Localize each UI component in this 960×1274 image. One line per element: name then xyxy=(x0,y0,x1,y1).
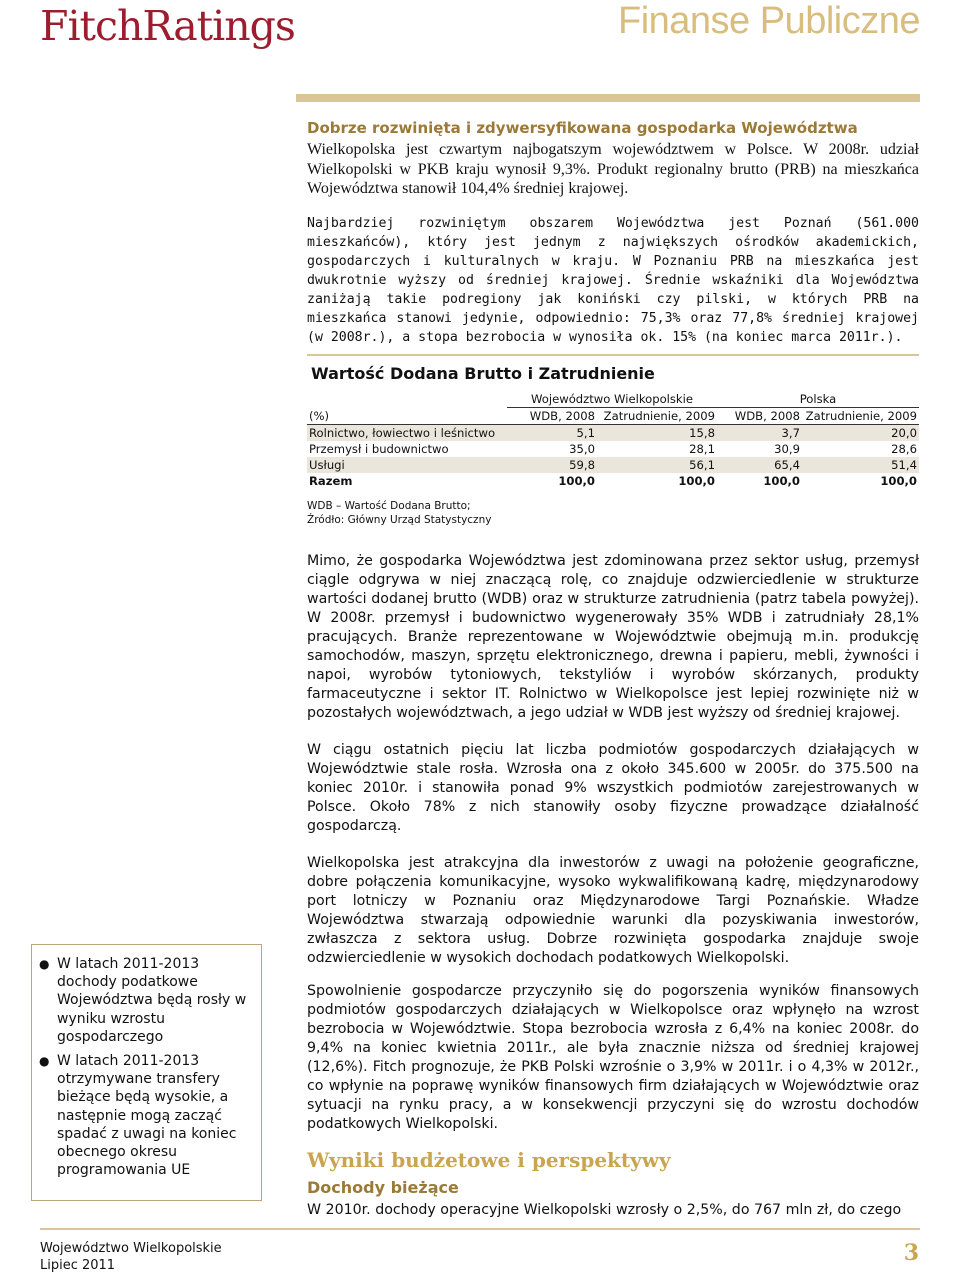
intro-paragraph-1: Wielkopolska jest czwartym najbogatszym województwem w Polsce. W 2008r. udział Wielkopolski w PKB kraju wynosił 9,3%. Produkt regionalny brutto (PRB) na mieszkańca Województwa stanowił 104,4% średniej krajowej. xyxy=(307,141,919,197)
list-item xyxy=(39,955,261,1046)
intro-heading: Dobrze rozwinięta i zdywersyfikowana gospodarka Województwa xyxy=(307,119,858,137)
current-revenue-heading: Dochody bieżące xyxy=(307,1178,459,1197)
table-row xyxy=(307,441,919,457)
fitch-ratings-logo: FitchRatings xyxy=(40,2,295,50)
footer-entity: Województwo Wielkopolskie xyxy=(40,1241,222,1256)
body-section xyxy=(307,552,919,1220)
col-header: WDB, 2008 xyxy=(734,409,800,423)
unit-label: (%) xyxy=(309,408,330,423)
cell: 3,7 xyxy=(717,425,802,442)
cell: 59,8 xyxy=(507,457,597,473)
cell: 5,1 xyxy=(507,425,597,442)
table-source: Źródło: Główny Urząd Statystyczny xyxy=(307,514,492,526)
cell: 35,0 xyxy=(569,442,595,456)
footer-date: Lipiec 2011 xyxy=(40,1258,116,1273)
page-number: 3 xyxy=(903,1240,919,1266)
col-header: Zatrudnienie, 2009 xyxy=(603,409,715,423)
footer-info xyxy=(40,1240,222,1274)
body-paragraph-1: Mimo, że gospodarka Województwa jest zdominowana przez sektor usług, przemysł ciągle odgrywa w niej znaczącą rolę, co znajduje odzwierciedlenie w strukturze wartości dodanej brutto (WDB) oraz w strukturze zatrudnienia (patrz tabela powyżej). W 2008r. przemysł i budownictwo wygenerowały 35% WDB i zatrudniały 28,1% pracujących. Branże reprezentowane w Województwie obejmują m.in. produkcję samochodów, maszyn, sprzętu elektronicznego, drewna i papieru, mebli, żywności i napoi, wyrobów tytoniowych, tekstyliów i wyrobów skórzanych, produkty farmaceutyczne i sektor IT. Rolnictwo w Wielkopolsce jest lepiej rozwinięte niż w pozostałych województwach, a jego udział w WDB jest wyższy od średniej krajowej. xyxy=(307,553,919,721)
cell: 100,0 xyxy=(558,474,595,488)
table-row xyxy=(307,425,919,442)
key-points-list xyxy=(32,955,261,1179)
body-paragraph-5: W 2010r. dochody operacyjne Wielkopolski wzrosły o 2,5%, do 767 mln zł, do czego xyxy=(307,1202,902,1218)
key-point-text: W latach 2011-2013 dochody podatkowe Województwa będą rosły w wyniku wzrostu gospodarczego xyxy=(57,956,247,1045)
col-header: WDB, 2008 xyxy=(529,409,595,423)
body-paragraph-4: Spowolnienie gospodarcze przyczyniło się do pogorszenia wyników finansowych podmiotów gospodarczych działających w Wielkopolsce oraz wpłynęło na wzrost bezrobocia w Województwie. Stopa bezrobocia wzrosła z 6,4% na koniec 2008r. do 9,4% na koniec kwietnia 2011r., ale była znacznie niższa od średniej krajowej (12,6%). Fitch prognozuje, że PKB Polski wzrośnie o 3,9% w 2011r. i o 4,3% w 2012r., co wpłynie na poprawę wyników finansowych firm działających w Województwie oraz sytuacji na rynku pracy, a w konsekwencji przyczyni się do wzrostu dochodów podatkowych Wielkopolski. xyxy=(307,983,919,1132)
cell: 65,4 xyxy=(717,457,802,473)
table-column-header xyxy=(307,408,919,425)
row-label: Usługi xyxy=(307,457,507,473)
cell: 28,1 xyxy=(689,442,715,456)
table-group-header xyxy=(307,391,919,408)
footer-divider xyxy=(40,1228,920,1230)
cell: 20,0 xyxy=(802,425,919,442)
table-row-total xyxy=(307,473,919,489)
cell: 30,9 xyxy=(774,442,800,456)
key-point-text: W latach 2011-2013 otrzymywane transfery bieżące będą wysokie, a następnie mogą zacząć spadać z uwagi na koniec obecnego okresu programowania UE xyxy=(57,1053,237,1179)
row-label: Razem xyxy=(309,474,353,488)
bullet-icon: ● xyxy=(39,957,50,971)
body-paragraph-2: W ciągu ostatnich pięciu lat liczba podmiotów gospodarczych działających w Województwie stale rosła. Wzrosła ona z około 345.600 w 2005r. do 375.500 na koniec 2010r. i stanowiła ponad 9% wszystkich podmiotów zarejestrowanych w Polsce. Około 78% z nich stanowiły osoby fizyczne prowadzące działalność gospodarczą. xyxy=(307,742,919,834)
header-divider xyxy=(296,94,920,102)
table-note-wdb: WDB – Wartość Dodana Brutto; xyxy=(307,500,471,512)
intro-paragraph-2: Najbardziej rozwiniętym obszarem Województwa jest Poznań (561.000 mieszkańców), który jest jednym z największych ośrodków akademickich, gospodarczych i kulturalnych w kraju. W Poznaniu PRB na mieszkańca jest dwukrotnie wyższy od średniej krajowej. Średnie wskaźniki dla Województwa zaniżają takie podregiony jak koniński czy pilski, w których PRB na mieszkańca stanowi jedynie, odpowiednio: 75,3% oraz 77,8% średniej krajowej (w 2008r.), a stopa bezrobocia w wynosiła ok. 15% (na koniec marca 2011r.). xyxy=(307,215,919,345)
key-points-box xyxy=(31,944,262,1201)
col-header: Zatrudnienie, 2009 xyxy=(805,409,917,423)
cell: 100,0 xyxy=(763,474,800,488)
table-notes xyxy=(307,499,919,527)
bullet-icon: ● xyxy=(39,1054,50,1069)
cell: 28,6 xyxy=(891,442,917,456)
cell: 15,8 xyxy=(597,425,717,442)
gva-employment-table xyxy=(307,354,919,527)
group-polska: Polska xyxy=(717,391,919,408)
row-label: Rolnictwo, łowiectwo i leśnictwo xyxy=(307,425,507,442)
budget-results-heading: Wyniki budżetowe i perspektywy xyxy=(307,1148,671,1172)
cell: 56,1 xyxy=(597,457,717,473)
table-divider xyxy=(307,354,919,356)
intro-section xyxy=(307,118,919,347)
cell: 100,0 xyxy=(880,474,917,488)
row-label: Przemysł i budownictwo xyxy=(309,442,449,456)
group-wielkopolskie: Województwo Wielkopolskie xyxy=(507,391,717,408)
list-item xyxy=(39,1052,261,1179)
data-table xyxy=(307,391,919,489)
cell: 100,0 xyxy=(678,474,715,488)
body-paragraph-3: Wielkopolska jest atrakcyjna dla inwestorów z uwagi na położenie geograficzne, dobre połączenia komunikacyjne, wysoko wykwalifikowaną kadrę, międzynarodowy port lotniczy w Poznaniu oraz Międzynarodowe Targi Poznańskie. Władze Województwa stwarzają odpowiednie warunki dla pozyskiwania inwestorów, zwłaszcza z sektora usług. Dobrze rozwinięta gospodarka znajduje swoje odzwierciedlenie w wysokich dochodach podatkowych Wielkopolski. xyxy=(307,855,919,966)
section-title: Finanse Publiczne xyxy=(617,0,920,42)
cell: 51,4 xyxy=(802,457,919,473)
table-title: Wartość Dodana Brutto i Zatrudnienie xyxy=(311,364,655,383)
table-row xyxy=(307,457,919,473)
